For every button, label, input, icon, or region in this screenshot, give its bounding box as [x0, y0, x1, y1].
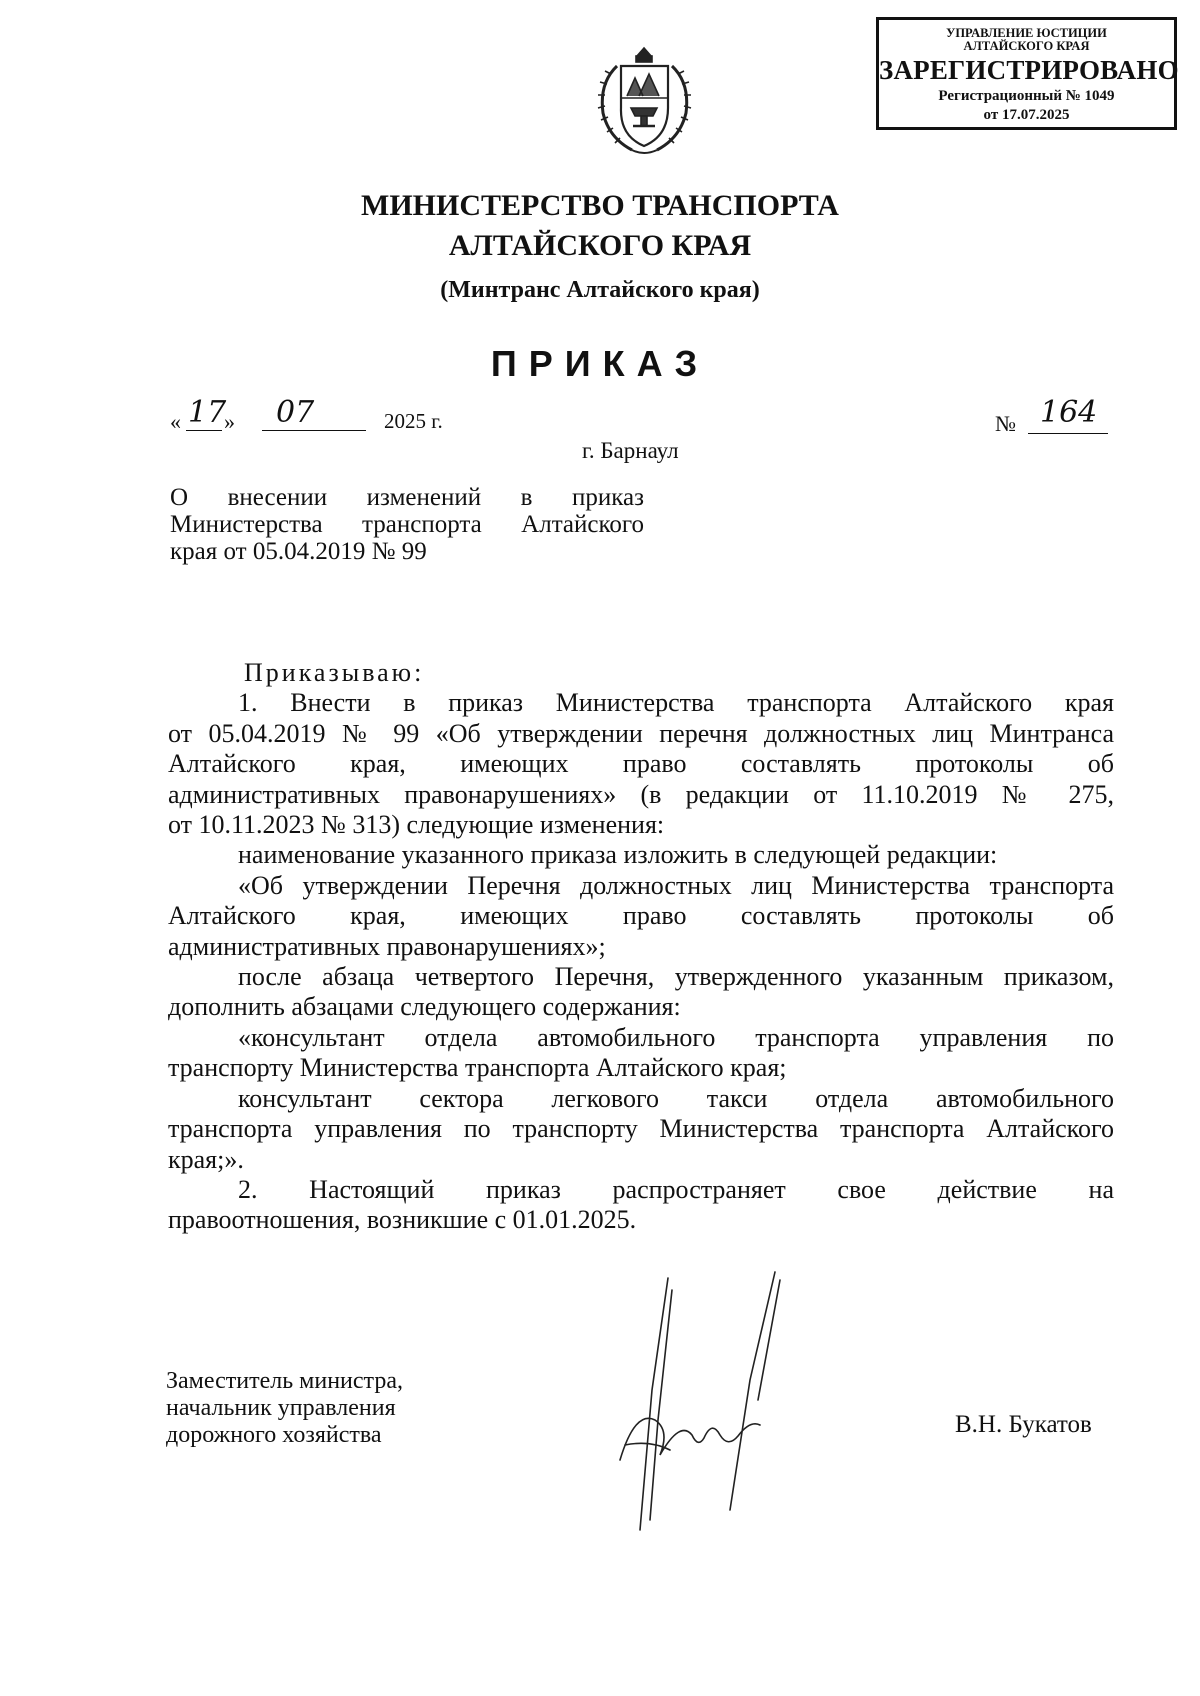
- order-subject: [170, 484, 644, 565]
- date-year: 2025 г.: [384, 409, 443, 433]
- body-line: административных правонарушениях» (в редакции от 11.10.2019 № 275,: [168, 779, 1114, 809]
- stamp-reg-date: от 17.07.2025: [983, 107, 1070, 123]
- body-line: дополнить абзацами следующего содержания:: [168, 992, 681, 1022]
- organization-name-line2: АЛТАЙСКОГО КРАЯ: [448, 229, 752, 262]
- body-line: 1. Внести в приказ Министерства транспорта Алтайского края: [238, 688, 1114, 718]
- body-line: транспорта управления по транспорту Министерства транспорта Алтайского: [168, 1114, 1114, 1144]
- date-month-underline: [262, 430, 366, 431]
- body-line: края;».: [168, 1144, 244, 1174]
- order-number: 164: [1040, 395, 1098, 430]
- position-line: Заместитель министра,: [166, 1368, 403, 1394]
- stamp-reg-number: Регистрационный № 1049: [938, 88, 1115, 104]
- subject-line: О внесении изменений в приказ: [170, 484, 644, 511]
- document-type-title: ПРИКАЗ: [490, 343, 710, 384]
- body-line: от 05.04.2019 № 99 «Об утверждении перечня должностных лиц Минтранса: [168, 718, 1114, 748]
- position-line: дорожного хозяйства: [166, 1422, 382, 1448]
- date-day-underline: [186, 430, 222, 431]
- subject-line: края от 05.04.2019 № 99: [170, 538, 427, 565]
- organization-short-name: (Минтранс Алтайского края): [440, 277, 760, 303]
- order-number-label: №: [995, 411, 1016, 436]
- body-line: «консультант отдела автомобильного транспорта управления по: [238, 1022, 1114, 1052]
- body-line: Алтайского края, имеющих право составлять протоколы об: [168, 901, 1114, 931]
- order-intro: Приказываю:: [244, 658, 425, 687]
- coat-of-arms-icon: [587, 38, 702, 160]
- date-month: 07: [276, 395, 315, 430]
- date-day: 17: [188, 395, 227, 430]
- subject-line: Министерства транспорта Алтайского: [170, 511, 644, 538]
- stamp-status: ЗАРЕГИСТРИРОВАНО: [879, 55, 1179, 85]
- body-line: Алтайского края, имеющих право составлять протоколы об: [168, 749, 1114, 779]
- body-line: от 10.11.2023 № 313) следующие изменения:: [168, 810, 665, 840]
- body-line: наименование указанного приказа изложить в следующей редакции:: [238, 840, 998, 870]
- date-quote-close: »: [224, 409, 235, 434]
- organization-name-line1: МИНИСТЕРСТВО ТРАНСПОРТА: [361, 189, 839, 222]
- body-line: «Об утверждении Перечня должностных лиц Министерства транспорта: [238, 870, 1114, 900]
- registration-stamp: [876, 17, 1177, 130]
- body-line: транспорту Министерства транспорта Алтайского края;: [168, 1053, 787, 1083]
- position-line: начальник управления: [166, 1395, 396, 1421]
- order-number-underline: [1028, 433, 1108, 434]
- signatory-name: В.Н. Букатов: [955, 1411, 1092, 1438]
- body-line: после абзаца четвертого Перечня, утвержденного указанным приказом,: [238, 962, 1114, 992]
- signatory-position: [166, 1368, 403, 1449]
- handwritten-signature: [600, 1270, 800, 1540]
- body-line: правоотношения, возникшие с 01.01.2025.: [168, 1205, 637, 1235]
- body-line: административных правонарушениях»;: [168, 931, 606, 961]
- date-quote-open: «: [170, 409, 181, 434]
- stamp-line2: АЛТАЙСКОГО КРАЯ: [963, 39, 1090, 53]
- stamp-line1: УПРАВЛЕНИЕ ЮСТИЦИИ: [946, 26, 1107, 40]
- body-line: 2. Настоящий приказ распространяет свое действие на: [238, 1174, 1114, 1204]
- city: г. Барнаул: [582, 438, 679, 463]
- body-line: консультант сектора легкового такси отдела автомобильного: [238, 1083, 1114, 1113]
- order-body: [168, 658, 1114, 1236]
